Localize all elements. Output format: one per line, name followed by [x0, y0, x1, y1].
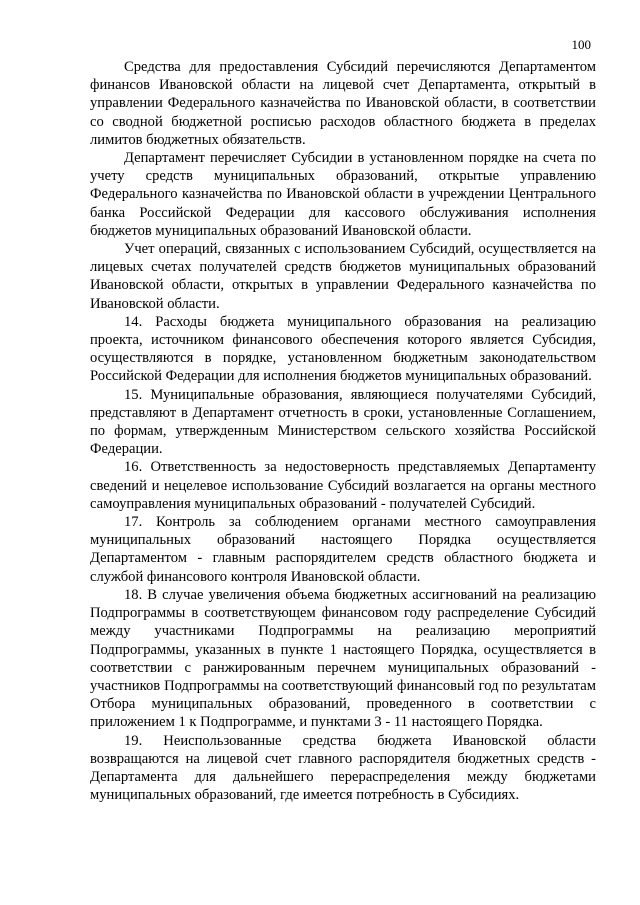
paragraph-item-15: 15. Муниципальные образования, являющиеся получателями Субсидий, представляют в Департамент отчетность в сроки, установленные Соглашением, по формам, утвержденным Министерством сельского хозяйства Российской Федерации.: [90, 386, 596, 458]
document-body: [90, 58, 596, 804]
paragraph-item-17: 17. Контроль за соблюдением органами местного самоуправления муниципальных образований настоящего Порядка осуществляется Департаментом - главным распорядителем средств областного бюджета и службой финансового контроля Ивановской области.: [90, 514, 596, 585]
page-number: 100: [571, 37, 591, 52]
paragraph-item-19: 19. Неиспользованные средства бюджета Ивановской области возвращаются на лицевой счет главного распорядителя бюджетных средств - Департамента для дальнейшего перераспределения между бюджетами муниципальных образований, где имеется потребность в Субсидиях.: [90, 732, 596, 804]
paragraph-item-18: 18. В случае увеличения объема бюджетных ассигнований на реализацию Подпрограммы в соответствующем финансовом году распределение Субсидий между участниками Подпрограммы на реализацию мероприятий Подпрограммы, указанных в пункте 1 настоящего Порядка, осуществляется в соответствии с ранжированным перечнем муниципальных образований - участников Подпрограммы на соответствующий финансовый год по результатам Отбора муниципальных образований, проведенного в соответствии с приложением 1 к Подпрограмме, и пунктами 3 - 11 настоящего Порядка.: [90, 586, 596, 731]
paragraph-item-14: 14. Расходы бюджета муниципального образования на реализацию проекта, источником финансового обеспечения которого является Субсидия, осуществляются в порядке, установленном бюджетным законодательством Российской Федерации для исполнения бюджетов муниципальных образований.: [90, 313, 596, 385]
paragraph-transfer-by-finance-department: Средства для предоставления Субсидий перечисляются Департаментом финансов Ивановской области на лицевой счет Департамента, открытый в управлении Федерального казначейства по Ивановской области, в соответствии со сводной бюджетной росписью расходов областного бюджета в пределах лимитов бюджетных обязательств.: [90, 59, 596, 148]
paragraph-accounting-of-operations: Учет операций, связанных с использованием Субсидий, осуществляется на лицевых счетах получателей средств бюджетов муниципальных образований Ивановской области, открытых в управлении Федерального казначейства по Ивановской области.: [90, 241, 596, 312]
paragraph-item-16: 16. Ответственность за недостоверность представляемых Департаменту сведений и нецелевое использование Субсидий возлагается на органы местного самоуправления муниципальных образований - получателей Субсидий.: [90, 459, 596, 512]
paragraph-transfer-to-municipal-accounts: Департамент перечисляет Субсидии в установленном порядке на счета по учету средств муниципальных образований, открытые управлению Федерального казначейства по Ивановской области в учреждении Центрального банка Российской Федерации для кассового обслуживания исполнения бюджетов муниципальных образований Ивановской области.: [90, 150, 596, 239]
